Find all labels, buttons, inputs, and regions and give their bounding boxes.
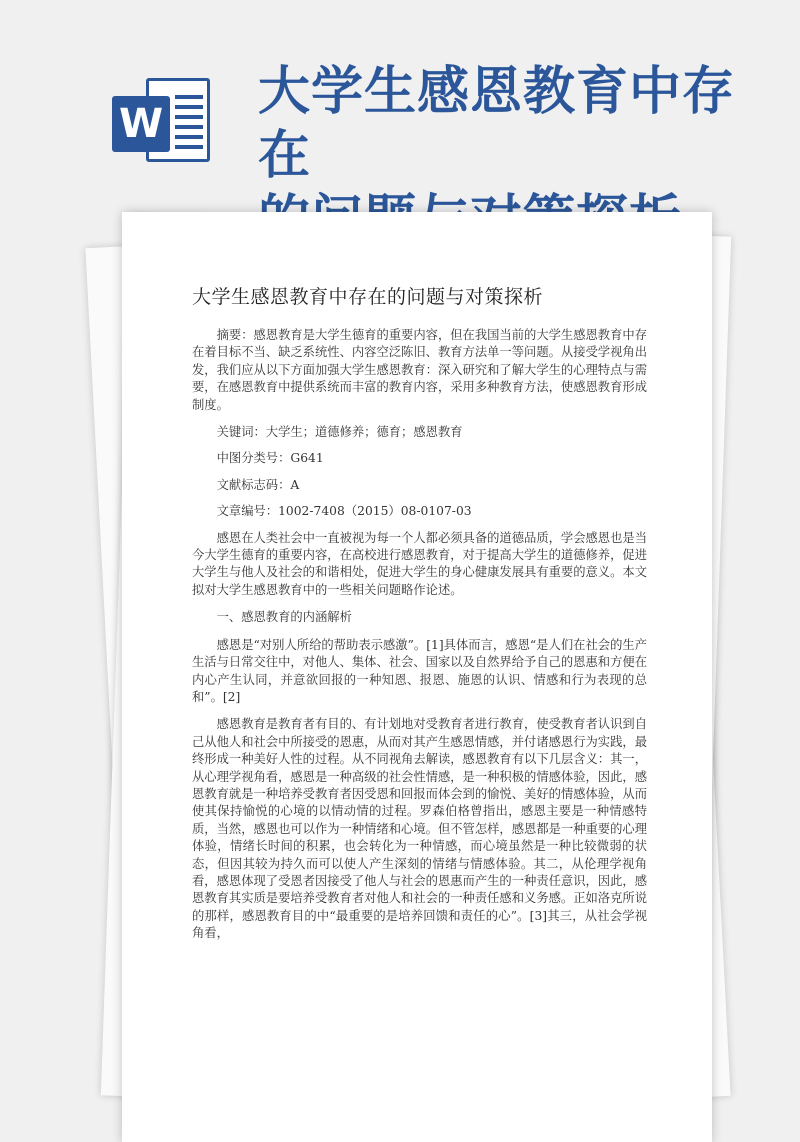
section-heading: 一、感恩教育的内涵解析 xyxy=(216,610,352,625)
abstract-paragraph: 摘要：感恩教育是大学生德育的重要内容，但在我国当前的大学生感恩教育中存在着目标不当、缺乏系统性、内容空泛陈旧、教育方法单一等问题。从接受学视角出发，我们应从以下方面加强大学生感恩教育：深入研究和了解大学生的心理特点与需要，在感恩教育中提供系统而丰富的教育内容，采用多种教育方法，使感恩教育形成制度。 xyxy=(192,328,647,412)
document-body xyxy=(192,327,647,953)
article-number-line: 文章编号：1002-7408（2015）08-0107-03 xyxy=(216,504,472,519)
word-letter-badge: W xyxy=(112,96,170,152)
clc-line: 中图分类号：G641 xyxy=(216,451,324,466)
intro-paragraph: 感恩在人类社会中一直被视为每一个人都必须具备的道德品质，学会感恩也是当今大学生德育的重要内容，在高校进行感恩教育，对于提高大学生的道德修养，促进大学生与他人及社会的和谐相处，促进大学生的身心健康发展具有重要的意义。本文拟对大学生感恩教育中的一些相关问题略作论述。 xyxy=(192,530,647,597)
word-icon xyxy=(112,72,214,168)
document-title: 大学生感恩教育中存在的问题与对策探析 xyxy=(192,286,544,308)
body-paragraph-1: 感恩是“对别人所给的帮助表示感激”。[1]具体而言，感恩“是人们在社会的生产生活与日常交往中，对他人、集体、社会、国家以及自然界给予自己的恩惠和方便在内心产生认同，并意欲回报的一种知恩、报恩、施恩的认识、情感和行为表现的总和”。[2] xyxy=(192,637,647,704)
keywords-line: 关键词：大学生；道德修养；德育；感恩教育 xyxy=(216,425,463,440)
body-paragraph-2: 感恩教育是教育者有目的、有计划地对受教育者进行教育，使受教育者认识到自己从他人和社会中所接受的恩惠，从而对其产生感恩情感，并付诸感恩行为实践，最终形成一种美好人性的过程。从不同视角去解读，感恩教育有以下几层含义：其一，从心理学视角看，感恩是一种高级的社会性情感，是一种积极的情感体验，因此，感恩教育就是一种培养受教育者因受恩和回报而体会到的愉悦、美好的情感体验，从而使其保持愉悦的心境的以情动情的过程。罗森伯格曾指出，感恩主要是一种情感特质，当然，感恩也可以作为一种情绪和心境。但不管怎样，感恩都是一种重要的心理体验，情绪长时间的积累，也会转化为一种情感，而心境虽然是一种比较微弱的状态，但因其较为持久而可以使人产生深刻的情绪与情感体验。其二，从伦理学视角看，感恩体现了受恩者因接受了他人与社会的恩惠而产生的一种责任意识，因此，感恩教育其实质是要培养受教育者对他人和社会的一种责任感和义务感。正如洛克所说的那样，感恩教育目的中“最重要的是培养回馈和责任的心”。[3]其三，从社会学视角看， xyxy=(192,717,647,941)
doc-code-line: 文献标志码：A xyxy=(216,477,300,492)
header-banner xyxy=(0,0,800,200)
document-page xyxy=(122,212,712,1142)
banner-title: 大学生感恩教育中存在 xyxy=(258,62,736,186)
